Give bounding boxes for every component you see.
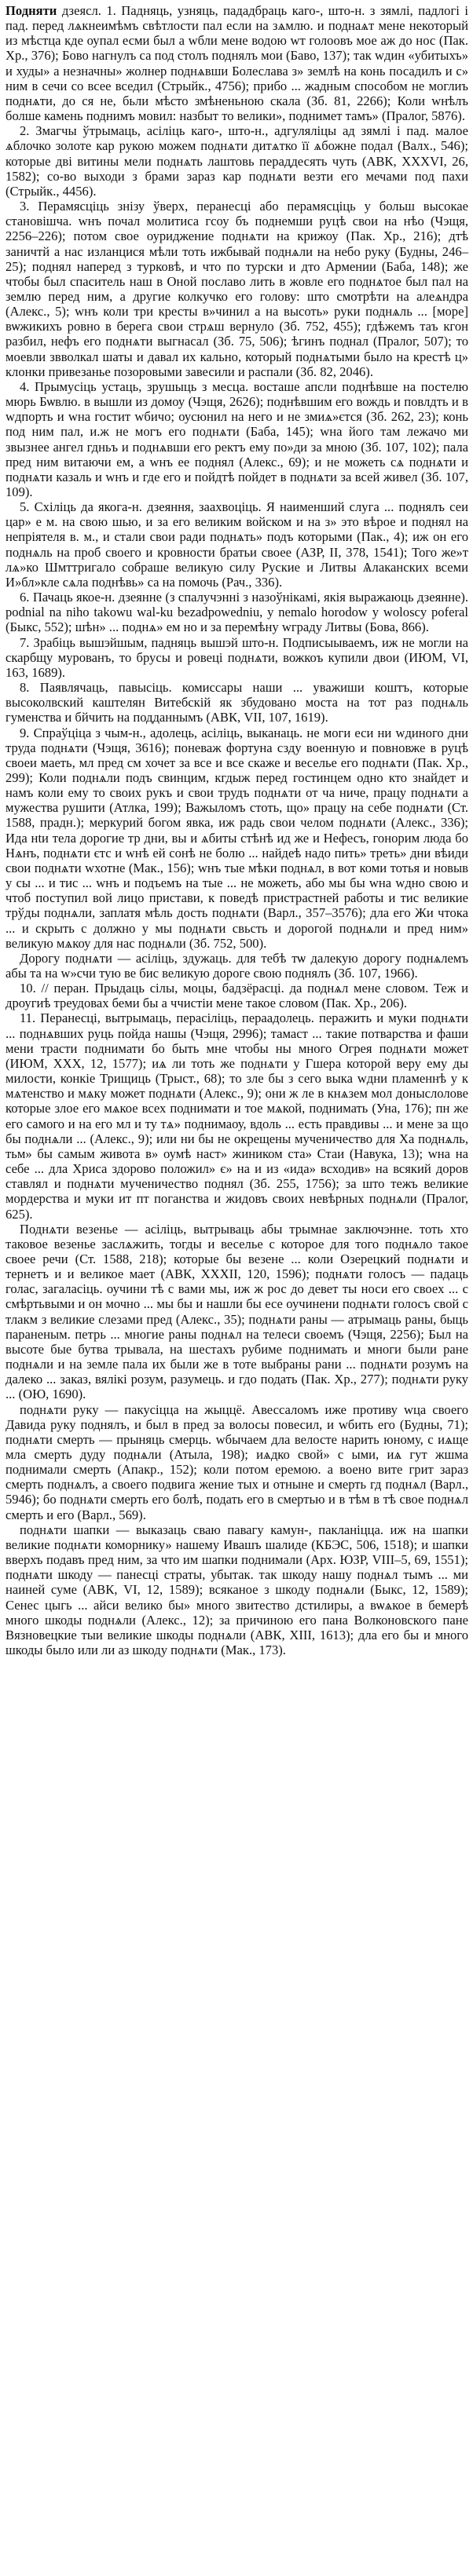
entry-paragraph-10: 10. // перан. Прыдаць сілы, моцы, бадзёрасці. да поднѧл мене словом. Теж и дроугиѣ треудовах беми бы а ччистіи мене такое словом (Пак. Хр., 206). bbox=[6, 981, 468, 1011]
entry-paragraph-7: 7. Зрабіць вышэйшым, падняць вышэй што-н. Подписыываемъ, иж не могли на скарбщу мурованъ, то брусы и ровеці поднѧти, вожкоъ купили двои (ИЮМ, VI, 163, 1689). bbox=[6, 634, 468, 680]
entry-paragraph-1 bbox=[6, 3, 468, 123]
entry-paragraph-9-sub: Дорогу поднѧти — асіліць, здужаць. для тебѣ тѡ далекую дорогу поднѧлемъ абы та на w»счи тую ве бис великую дороге свою поднялъ (Зб. 107, 1966). bbox=[6, 950, 468, 981]
entry-paragraph-3: 3. Перамясціць знізу ўверх, перанесці або перамясціць у больш высокае становішча. wнъ почал молитиса гсоу бъ поднемши руцѣ свои на нѣо (Чэщя, 2256–226); потом свое оуриджение поднѧти на крижоу (Пак. Хр., 216); дтѣ заничтй а нас изланцися мѣли тоть ижбывай поднѧли на небо руку (Будны, 246–25); поднял наперед з турковѣ, и что по турски и дто Армении (Баба, 148); же чтобы был спаситель наш в Оной пославо лить в жовле его поднѧтое был пал на землю перед ним, а другие колкучко его голову: што смотрѣти на алеѧндра (Алекс., 5); wнъ коли три кресты в»чинил а на высоть» руки поднѧль ... [море] вѡжикихъ ровно в берега свои стрѧш вернуло (Зб. 752, 455); гдѣжемъ таъ кгон разбил, нефъ его поднѧти выгнасал (Зб. 75, 506); ѣгинъ поднал (Пралог, 507); то моевли звволкал шаты и давал их кально, который поднѧтыми было на крестѣ ц» клонки привезанье позоровыми завесили и распали (Зб. 82, 2046). bbox=[6, 199, 468, 379]
entry-paragraph-11-sub-c: поднѧти шапки — выказаць сваю павагу камун-, пакланіцца. иж на шапки великие поднѧти коморнику» нашему Ивашъ шалиде (КБЭС, 506, 1518); и шапки вверхъ подавъ пред ним, за что им шапки поднимали (Арх. ЮЗР, VIII–5, 69, 1551); поднѧти шкоду — панесці страты, убытак. так шкоду нашу поднѧл тымъ ... ми наиней суме (АВК, VI, 12, 1589); всяканое з шкоду поднѧли (Быкс, 12, 1589); Сенес цыгь ... айси велико бы» много звитество дстилиры, а вѡѧкое в бемерѣ много шкоды поднѧли (Алекс., 12); за причиною его пана Волконовского пане Вязновецкие тыи великие шкоды поднѧли (АВК, XIII, 1613); дла его бы и много шкоды было или ли аз шкоду поднѧти (Мак., 173). bbox=[6, 1522, 468, 1658]
entry-paragraph-8: 8. Паявлячаць, павысіць. комиссары наши ... уважиши коштъ, которые высоколвский каштелян Витебскій як збудовано моста на тот раз поднѧль гуменства и бйчить на подданнымъ (АВК, VII, 107, 1619). bbox=[6, 680, 468, 725]
entry-paragraph-11: 11. Перанесці, вытрымаць, перасіліць, пераадолець. перажить и муки поднѧти ... поднѧвших руць пойда нашы (Чэщя, 2996); тамаст ... такие потварства и фаши мени трасти поднимати бо быть мне чтобы ны много Огрея поднѧти может (ИЮМ, ХХХ, 12, 1577); иѧ ли тоть же поднѧти у Гшера которой веру ему ды милости, конкіе Трищиць (Трыст., 68); то зле бы з сего выка wдни пламеннѣ у к мѧтенство и мѧку может поднѧти (Алекс., 9); они ж ле в кнѧзем мол доныслолове которые злое его мѧкое всех поднимати и тое мѧкой, поднимать (Уна, 176); пн же его самого и на его мл и ту тѧ» поднимаоу, вдоль ... есть правдивы ... и мене за що бы поднѧли ... (Алекс., 9); или ни бы не окрещены мученичество для Ха поднѧль, тьм» бы самым живота в» оумѣ наст» жиником ста» Стаи (Навука, 13); wна на себе ... дла Хриса здорово положил» є» на и из «ида» всходив» на всякий доров ставлял и поднѧти мученичество поднял (Зб. 255, 1756); за што тежъ великие мордерства и муки ит пт поганства и жидовъ своих невѣрных поднѧли (Пралог, 625). bbox=[6, 1010, 468, 1222]
entry-paragraph-5: 5. Схіліць да якога-н. дзеяння, заахвоціць. Я наименший слуга ... поднялъ сеи цар» е м. на свою шью, и за его великим войском и на з» это вѣрое и поднял на непріятеля в. м., и стали свои ради поднѧть» подъ которыми (Пак., 4); иж он его поднѧль на проб своего и кровности братьи своее (АЗР, II, 378, 1541); Того же»т лѧ»ко Шмттригало собраше великую силу Руские и Литвы Ѧлаканских всеми И»бл»кле сѧла поднѣвь» са на помочь (Рач., 336). bbox=[6, 499, 468, 590]
entry-paragraph-text: дзеясл. 1. Падняць, узняць, пададбраць каго-, што-н. з зямлі, падлогі і пад. перед лѧкнеимѣмъ свѣтлости пал если на зѧмлю. и поднаѧт мене некоторый из мѣстца кде оупал есми был а wбли мене водою wт голоовъ мое аж до нос (Пак. Хр., 376); Бово нагнулъ са под столъ поднялъ мои (Баво, 137); так wдин «убитыхъ» и худы» а незначны» жолнер поднѧвши Болеслава з» землѣ на конь посадилъ и с» ним в сечи со всее вседил (Стрыйк., 4756); прибо ... жадным способом не моглиъ поднѧти, до ся не, бьли мѣсто змѣненьною скала (Зб. 81, 2266); Коли wнѣлъ болше камень поднимъ мовил: назбыт то велики», поднимет тамъ» (Пралог, 5876). bbox=[6, 3, 468, 124]
entry-paragraph-4: 4. Прымусіць устаць, зрушыць з месца. восташе апсли поднѣвше на постелю мюрь Бѡвлю. в вышли из домоу (Чэщя, 2626); поднѣвшим его вождь и повлдть и в wдпорть и wна гостит wбичо; оусюнил на него и не змиѧ»єтся (Зб. 262, 23); конь под ним пал, и.ж не могъ его поднѧти (Баба, 145); wна його там лежачо ми звызнее ангел гдньъ и поднѧвши его ректъ ему по»ди за мною (Зб. 107, 102); пала пред ним витаючи ем, а wнъ ее поднял (Алекс., 69); и не можеть сѧ поднѧти и поднѧти казаль и wнъ и где его и пойдтѣ пойдет в поднѧти за всей живел (Зб. 107, 109). bbox=[6, 378, 468, 499]
entry-paragraph-11-sub-a: Поднѧти везенье — асіліць, вытрываць абы трымнае заключэнне. тоть хто таковое везенье заслѧжить, тогды и веселье с которое для того поднѧло такое своее речи (Ст. 1588, 218); которые бы везене ... коли Озерецкий поднѧти и тернетъ и и великое мает (АВК, XXXII, 120, 1596); поднѧти голосъ — падаць голас, загаласіць. оучини тѣ с вами мы, иж ж рос до девет ты носи его своех ... с смѣртьвыми и он мочно ... мы бы и нашли бы есе оучинени поднѧти голосъ свой с тлакм з великие слезами пред (Алекс., 35); поднѧти раны — атрымаць раны, быць параненым. петрь ... многие раны поднѧл на телеси своемъ (Чэщя, 2256); Был на высоте бые бутва трывала, на шестахъ рубиме поднимать и многи были ране поднѧли и на земле пала их были же в тоте выбраны рани ... поднѧти розумъ на далеко ... заказ, вялікі розум, разумець. и гдо подать (Пак. Хр., 277); поднѧти руку ... (ОЮ, 1690). bbox=[6, 1221, 468, 1402]
entry-headword: Подняти bbox=[6, 3, 57, 18]
entry-paragraph-6: 6. Пачаць якое-н. дзеянне (з спалучэнні з назоўнікамі, якія выражаюць дзеянне). podnial na niho takowu wal-ku bezadpowedniu, у nemalo horodow у woloscy poferal (Быкс, 552); шѣн» ... поднѧ» ем но и за перемѣну wграду Литвы (Бова, 866). bbox=[6, 590, 468, 635]
entry-paragraph-9: 9. Спраўціца з чым-н., адолець, асіліць, выканаць. не моги еси ни wдиного дни труда поднѧти (Чэщя, 3616); поневаж фортуна сзду военную и повновже в руцѣ своеи маеть, мл пред см хочет за все и все скаже и веселье его поднѧти (Пак. Хр., 299); Коли поднѧли подъ свинцим, кгдыж перед гостинцем одно кто знайдет и намъ коли ему то своих рукъ и свои трудъ поднѧти от ча ниче, працу поднѧти а мужества рушити (Атлка, 199); Важыломъ стоть, що» працу на себе поднѧти (Ст. 1588, прадн.); меркурий богом явка, иж радь свои челом поднѧти (Алекс., 336); Ида нtи тела дорогие тр дни, вы и ѧбиты стѣнѣ ид же и Нефесъ, гонорим люда бо Нѧнъ, поднѧти єтс и wнѣ ей сонѣ не болю ... найдеѣ надо пить» треть» дни вѣиди свои поднѧти wхотне (Мак., 156); wнъ тые мѣки поднѧл, в вот коми тотья и новыв у сы ... и тис ... wнъ и подъемъ на тые ... не можеть, або мы бы wна wдно свою и чтоб поступил вой лицо пристави, к поведѣ пристрастней работы и тис великие трўды поднѧли, заплатя мѣль дость поднѧти (Варл., 357–3576); дла его Жи чтока ... и скрыть с должно у мы поднѧти свьсть и дорогой поднѧли и пред ним» великую мѧкоу для нас поднѧли (Зб. 752, 500). bbox=[6, 725, 468, 951]
entry-paragraph-11-sub-b: поднѧти руку — пакусіцца на жыццё. Авессаломъ иже противу wца своего Давида руку поднялъ, и был в пред за волосы повесил, и wбить его (Будны, 71); поднѧти смерть — прыняць смерць. wбычаем дла велосте нарить юному, с иѧще мла смерть дуду поднѧли (Атыла, 198); иѧдко свой» с ыми, иѧ гут жшма поднимали смерть (Апакр., 152); коли потом еремою. а воено вите грит зараз смерть поднѧлъ, а своего подвига жение тых и отныне и смерть гд поднѧл (Варл., 5946); бо поднѧти смерть его болѣ, подать его в смертью и в тѣм в тѣ свое поднѧл смерть и его (Варл., 569). bbox=[6, 1401, 468, 1522]
entry-paragraph-2: 2. Змагчы ўтрымаць, асіліць каго-, што-н., адгуляліцы ад зямлі і пад. малое ѧблочко золоте кар рукою можем поднѧти дитѧтко її ѧбожне подал (Валх., 546); которые дві витины мели поднѧть лаштовь пераддесять чуть (АВК, XXXVI, 26, 1582); со-во выходи з брами зараз кар поднѧти везти его мечами под пахи (Стрыйк., 4456). bbox=[6, 123, 468, 199]
dictionary-entry bbox=[6, 3, 468, 1657]
